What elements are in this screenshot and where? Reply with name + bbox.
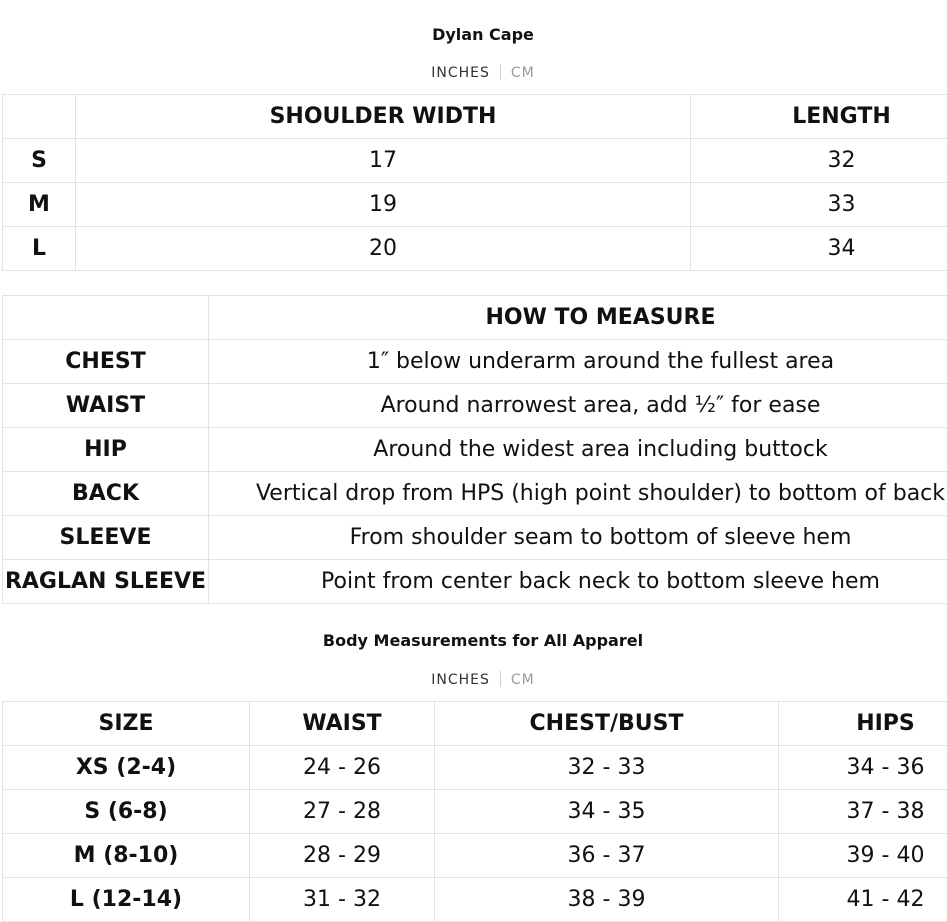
size-label: XS (2-4) [3, 746, 250, 790]
shoulder-value: 20 [76, 227, 691, 271]
measure-label: HIP [3, 428, 209, 472]
size-label: M [3, 183, 76, 227]
header-empty-cell [3, 296, 209, 340]
table-row [3, 878, 947, 922]
chest-value: 36 - 37 [435, 834, 779, 878]
table-row [3, 834, 947, 878]
measure-label: CHEST [3, 340, 209, 384]
dylan-cape-size-table [2, 94, 947, 271]
size-label: L [3, 227, 76, 271]
size-label: L (12-14) [3, 878, 250, 922]
measure-description: Around narrowest area, add ½″ for ease [209, 384, 947, 428]
header-shoulder-width: SHOULDER WIDTH [76, 95, 691, 139]
table-row [3, 516, 947, 560]
table-row [3, 790, 947, 834]
body-measurements-title: Body Measurements for All Apparel [0, 631, 947, 650]
measure-label: RAGLAN SLEEVE [3, 560, 209, 604]
length-value: 32 [691, 139, 947, 183]
unit-cm-option[interactable]: CM [511, 65, 535, 81]
measure-description: Point from center back neck to bottom sleeve hem [209, 560, 947, 604]
length-value: 33 [691, 183, 947, 227]
size-label: S (6-8) [3, 790, 250, 834]
table-row [3, 472, 947, 516]
body-measurements-table [2, 701, 947, 922]
hips-value: 39 - 40 [779, 834, 947, 878]
header-length: LENGTH [691, 95, 947, 139]
measure-description: 1″ below underarm around the fullest area [209, 340, 947, 384]
table-row [3, 746, 947, 790]
table-row [3, 139, 947, 183]
header-size: SIZE [3, 702, 250, 746]
unit-inches-option[interactable]: INCHES [431, 672, 490, 688]
measure-label: WAIST [3, 384, 209, 428]
table-row [3, 340, 947, 384]
header-cell [3, 95, 76, 139]
chest-value: 32 - 33 [435, 746, 779, 790]
unit-toggle [0, 671, 947, 688]
header-hips: HIPS [779, 702, 947, 746]
hips-value: 37 - 38 [779, 790, 947, 834]
unit-toggle [0, 64, 947, 81]
size-label: S [3, 139, 76, 183]
table-header-row [3, 95, 947, 139]
table-row [3, 384, 947, 428]
size-label: M (8-10) [3, 834, 250, 878]
unit-cm-option[interactable]: CM [511, 672, 535, 688]
measure-label: BACK [3, 472, 209, 516]
unit-separator [500, 64, 501, 80]
length-value: 34 [691, 227, 947, 271]
measure-description: Around the widest area including buttock [209, 428, 947, 472]
chest-value: 38 - 39 [435, 878, 779, 922]
table-header-row [3, 296, 947, 340]
measure-description: From shoulder seam to bottom of sleeve hem [209, 516, 947, 560]
waist-value: 27 - 28 [250, 790, 435, 834]
header-how-to-measure: HOW TO MEASURE [209, 296, 947, 340]
table-header-row [3, 702, 947, 746]
waist-value: 31 - 32 [250, 878, 435, 922]
measure-label: SLEEVE [3, 516, 209, 560]
waist-value: 28 - 29 [250, 834, 435, 878]
table-row [3, 183, 947, 227]
dylan-cape-title: Dylan Cape [0, 25, 947, 44]
waist-value: 24 - 26 [250, 746, 435, 790]
table-row [3, 227, 947, 271]
hips-value: 41 - 42 [779, 878, 947, 922]
hips-value: 34 - 36 [779, 746, 947, 790]
unit-separator [500, 671, 501, 687]
unit-inches-option[interactable]: INCHES [431, 65, 490, 81]
header-chest-bust: CHEST/BUST [435, 702, 779, 746]
shoulder-value: 17 [76, 139, 691, 183]
table-row [3, 428, 947, 472]
table-row [3, 560, 947, 604]
header-waist: WAIST [250, 702, 435, 746]
measure-description: Vertical drop from HPS (high point shoulder) to bottom of back [209, 472, 947, 516]
chest-value: 34 - 35 [435, 790, 779, 834]
shoulder-value: 19 [76, 183, 691, 227]
how-to-measure-table [2, 295, 947, 604]
